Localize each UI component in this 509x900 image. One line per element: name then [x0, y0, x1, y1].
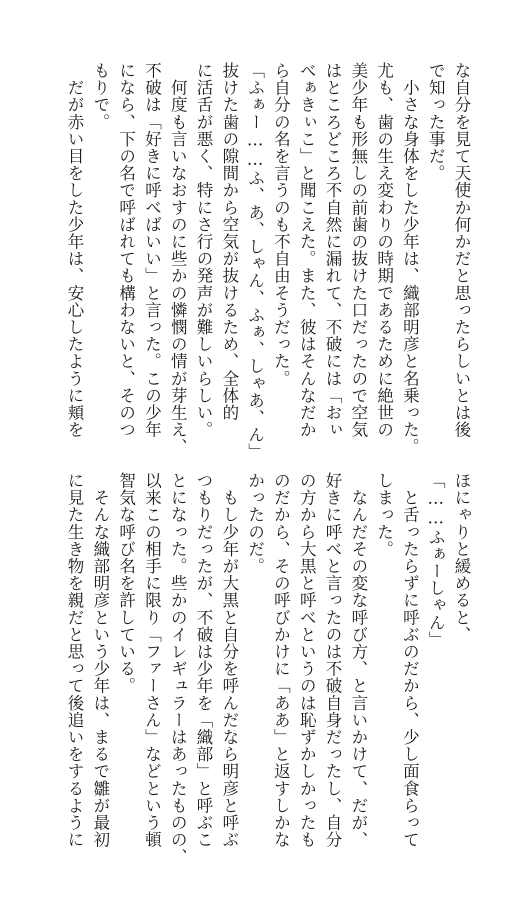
text-line: なんだその変な呼び方、と言いかけて、だが、 [348, 472, 368, 849]
text-line: のだから、その呼びかけに「ああ」と返すしかな [271, 472, 291, 849]
text-line: かったのだ。 [245, 472, 265, 575]
text-line: とになった。些かのイレギュラーはあったものの、 [168, 472, 188, 866]
text-line: 好きに呼べと言ったのは不破自身だったし、自分 [323, 472, 343, 849]
text-line: 「……ふぁーしゃん」 [426, 472, 446, 648]
text-line: 小さな身体をした少年は、織部明彦と名乗った。 [400, 62, 420, 456]
text-line: な自分を見て天使か何かだと思ったらしいとは後 [452, 62, 471, 439]
text-line: ら自分の名を言うのも不自由そうだった。 [271, 62, 291, 387]
text-line: 尤も、歯の生え変わりの時期であるために絶世の [374, 62, 394, 439]
text-line: になら、下の名で呼ばれても構わないと、そのつ [116, 62, 136, 439]
text-line: に見た生き物を親だと思って後追いをするように [65, 472, 85, 849]
text-line: 何度も言いなおすのに些かの憐憫の情が芽生え、 [168, 62, 188, 456]
text-line: もりで。 [90, 62, 110, 131]
text-line: に活舌が悪く、特にさ行の発声が難しいらしい。 [194, 62, 214, 439]
text-line: つもりだったが、不破は少年を「織部」と呼ぶこ [194, 472, 214, 849]
text-line: しまった。 [374, 472, 394, 558]
text-line: もし少年が大黒と自分を呼んだなら明彦と呼ぶ [219, 472, 239, 849]
text-line: 抜けた歯の隙間から空気が抜けるため、全体的 [219, 62, 239, 422]
text-line: だが赤い目をした少年は、安心したように頬を [65, 62, 85, 439]
text-line: 智気な呼び名を許している。 [116, 472, 136, 695]
text-line: べぁきぃこ」と聞こえた。また、彼はそんなだか [297, 62, 317, 439]
text-line: で知った事だ。 [426, 62, 446, 182]
text-line: そんな織部明彦という少年は、まるで雛が最初 [90, 472, 110, 849]
lower-text-block [65, 472, 469, 865]
text-line: 「ふぁー……ふ、あ、しゃん、ふぁ、しゃあ、ん」 [245, 62, 265, 461]
text-line: ほにゃりと緩めると、 [452, 472, 471, 643]
text-line: の方から大黒と呼べというのは恥ずかしかったも [297, 472, 317, 849]
text-line: 以来この相手に限り「ファーさん」などという頓 [142, 472, 162, 849]
text-line: はところどころ不自然に漏れて、不破には「おぃ [323, 62, 343, 439]
text-line: と舌ったらずに呼ぶのだから、少し面食らって [400, 472, 420, 849]
text-line: 不破は「好きに呼べばいい」と言った。この少年 [142, 62, 162, 439]
text-line: 美少年も形無しの前歯の抜けた口だったので空気 [348, 62, 368, 439]
upper-text-block [65, 62, 469, 460]
